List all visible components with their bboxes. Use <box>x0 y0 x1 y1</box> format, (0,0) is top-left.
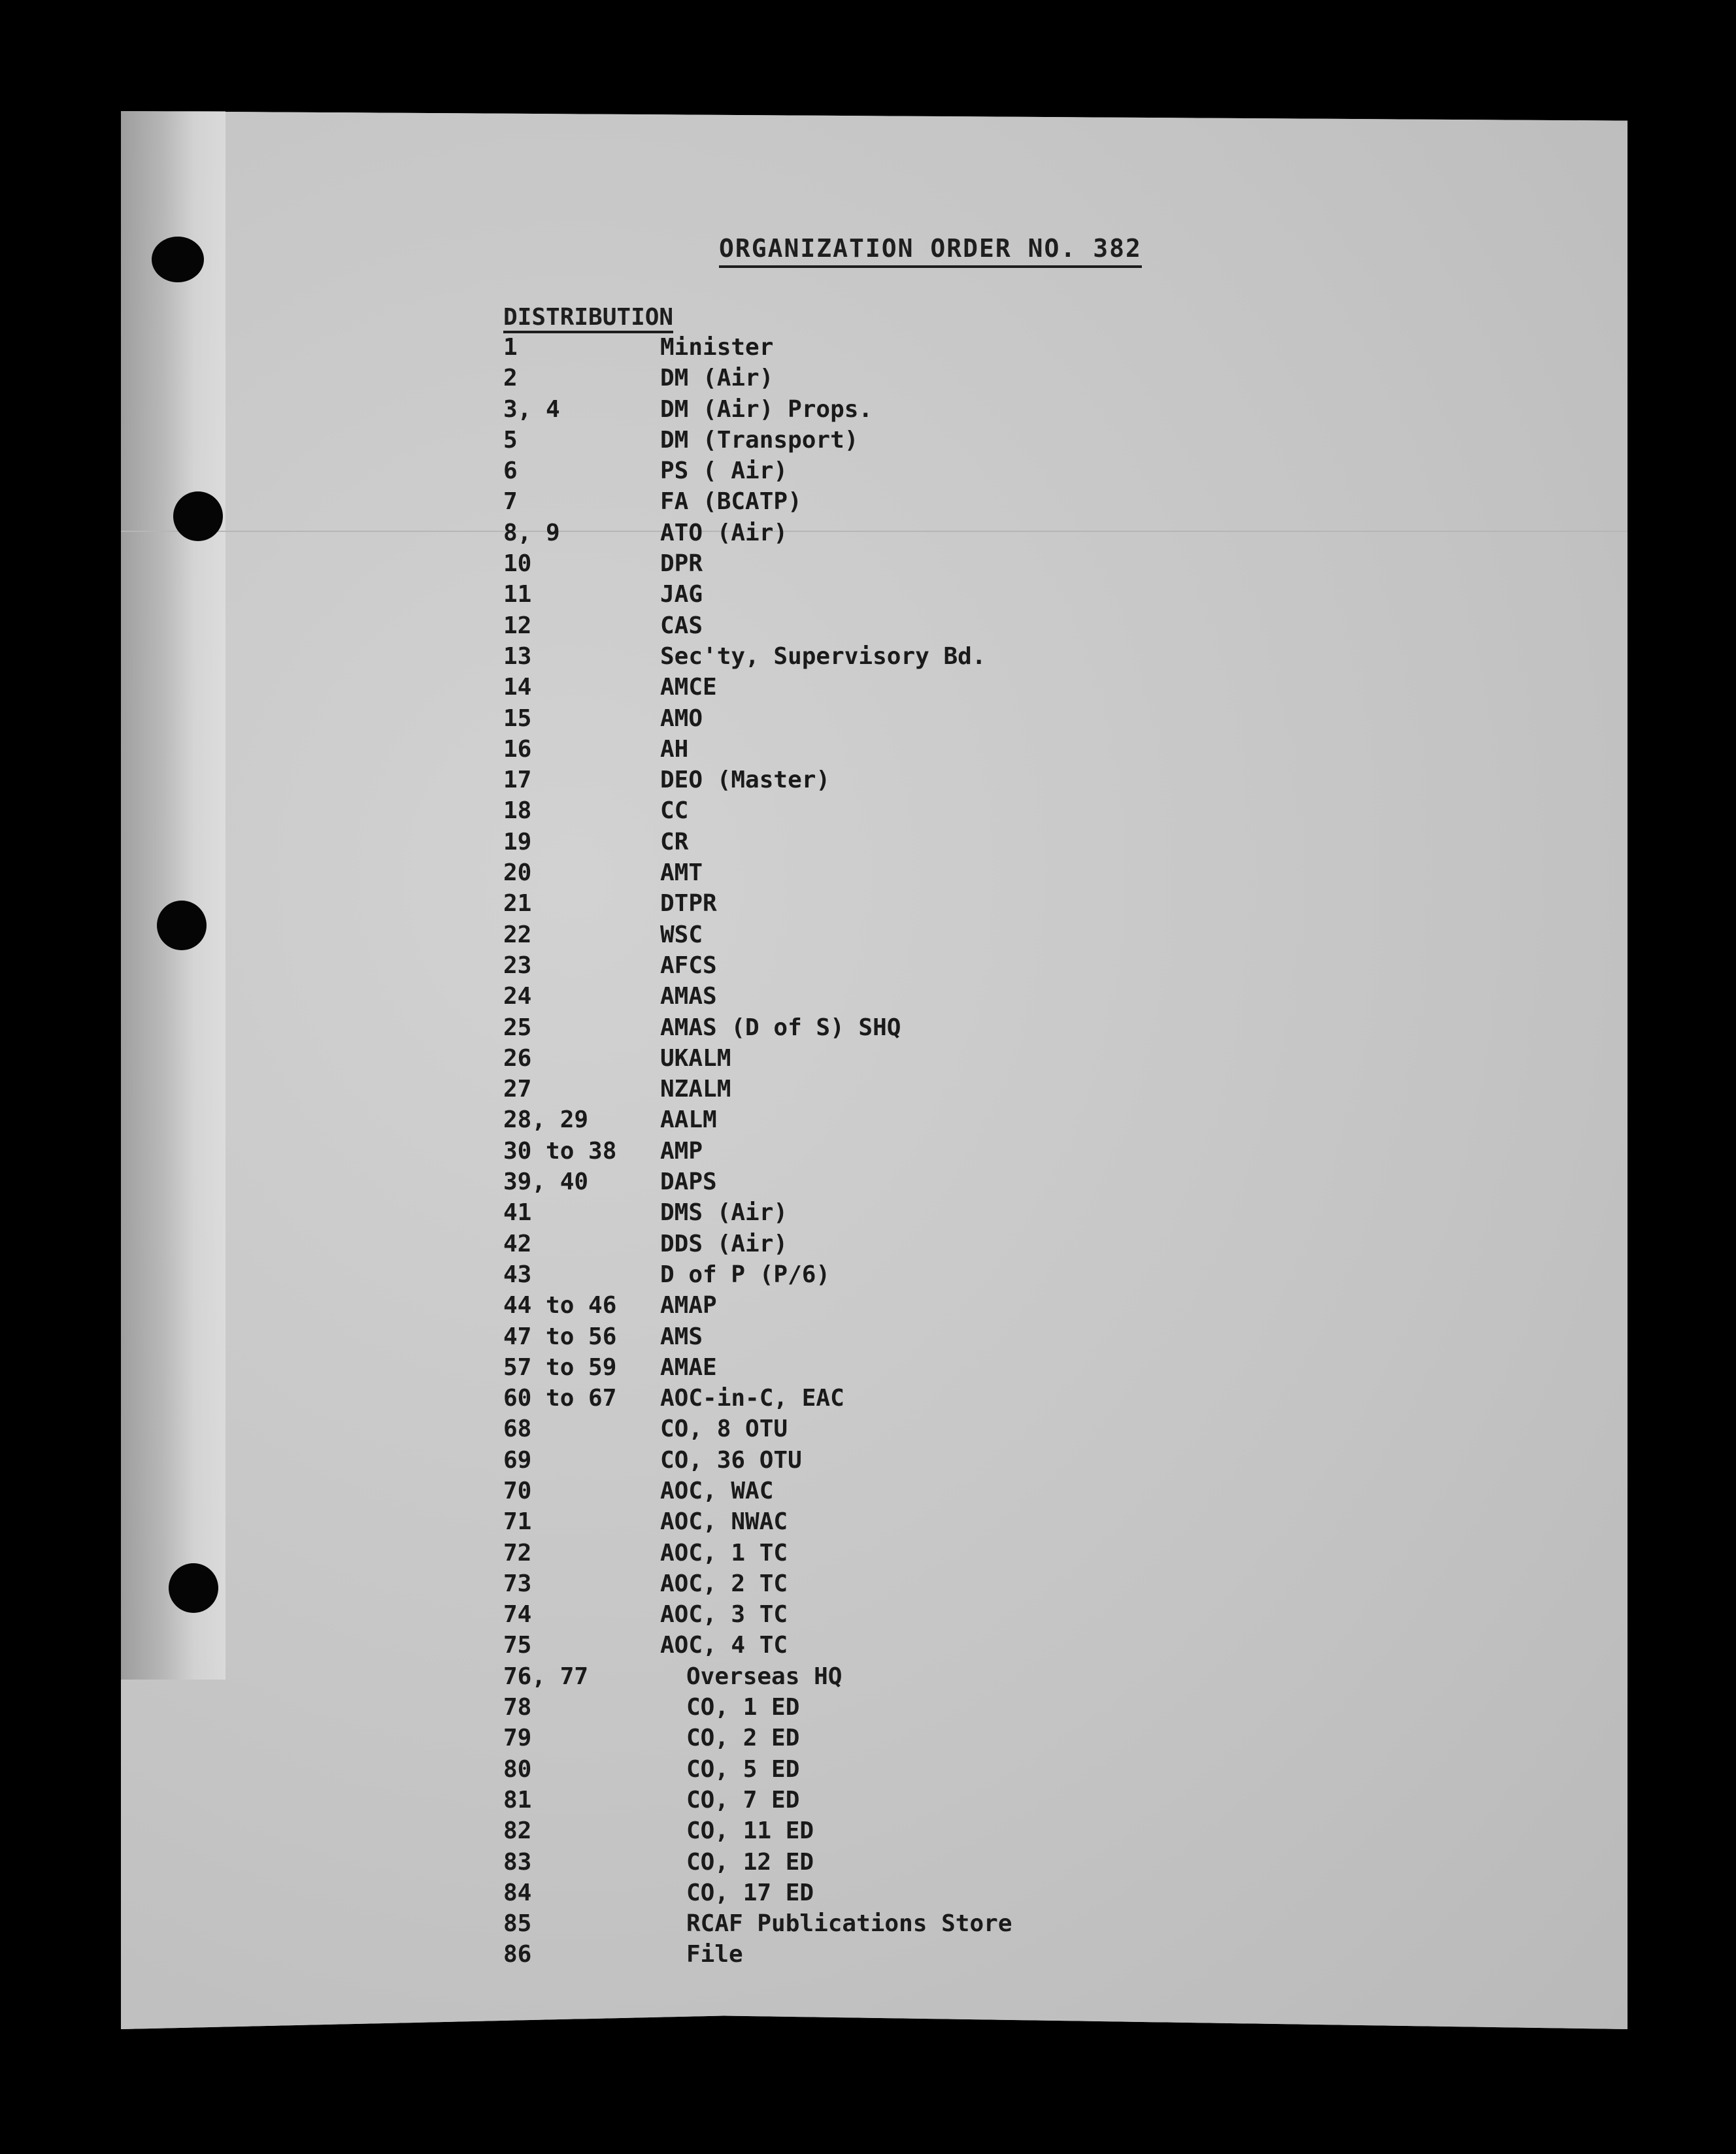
recipient: AH <box>660 735 689 763</box>
recipient: File <box>686 1941 743 1968</box>
copy-number: 76, 77 <box>503 1663 589 1690</box>
copy-number: 47 to 56 <box>503 1323 617 1350</box>
recipient: CO, 1 ED <box>686 1694 800 1721</box>
recipient: AOC, WAC <box>660 1477 774 1504</box>
recipient: CO, 11 ED <box>686 1817 814 1845</box>
copy-number: 5 <box>503 426 518 454</box>
punch-hole <box>157 901 207 950</box>
recipient: AOC, NWAC <box>660 1508 788 1536</box>
page-curl-shadow <box>121 111 225 1680</box>
recipient: CO, 12 ED <box>686 1848 814 1876</box>
recipient: AMO <box>660 704 703 732</box>
recipient: AOC, 2 TC <box>660 1570 788 1597</box>
copy-number: 10 <box>503 550 532 578</box>
copy-number: 41 <box>503 1199 532 1227</box>
recipient: DMS (Air) <box>660 1199 788 1227</box>
recipient: AOC, 4 TC <box>660 1632 788 1659</box>
copy-number: 60 to 67 <box>503 1385 617 1412</box>
recipient: Overseas HQ <box>686 1663 843 1690</box>
recipient: DTPR <box>660 890 717 918</box>
copy-number: 20 <box>503 859 532 887</box>
copy-number: 7 <box>503 488 518 516</box>
copy-number: 72 <box>503 1539 532 1566</box>
recipient: CR <box>660 828 689 855</box>
copy-number: 2 <box>503 365 518 392</box>
recipient: DPR <box>660 550 703 578</box>
punch-hole <box>169 1563 218 1613</box>
document-page <box>121 111 1628 2029</box>
recipient: DDS (Air) <box>660 1230 788 1257</box>
recipient: DEO (Master) <box>660 767 831 794</box>
recipient: AMAS (D of S) SHQ <box>660 1014 901 1041</box>
recipient: AMS <box>660 1323 703 1350</box>
recipient: CO, 8 OTU <box>660 1416 788 1443</box>
copy-number: 18 <box>503 797 532 825</box>
copy-number: 25 <box>503 1014 532 1041</box>
recipient: UKALM <box>660 1044 731 1072</box>
copy-number: 79 <box>503 1725 532 1752</box>
copy-number: 86 <box>503 1941 532 1968</box>
copy-number: 26 <box>503 1044 532 1072</box>
copy-number: 81 <box>503 1786 532 1814</box>
copy-number: 74 <box>503 1601 532 1629</box>
punch-hole <box>173 491 223 541</box>
copy-number: 57 to 59 <box>503 1353 617 1381</box>
copy-number: 42 <box>503 1230 532 1257</box>
copy-number: 28, 29 <box>503 1106 589 1134</box>
copy-number: 17 <box>503 767 532 794</box>
copy-number: 23 <box>503 952 532 979</box>
copy-number: 11 <box>503 581 532 608</box>
recipient: AMAE <box>660 1353 717 1381</box>
copy-number: 68 <box>503 1416 532 1443</box>
recipient: FA (BCATP) <box>660 488 802 516</box>
copy-number: 69 <box>503 1446 532 1474</box>
recipient: Minister <box>660 334 774 361</box>
page-fold-line <box>121 531 1628 532</box>
recipient: AMCE <box>660 674 717 701</box>
recipient: CO, 5 ED <box>686 1755 800 1783</box>
recipient: AOC-in-C, EAC <box>660 1385 844 1412</box>
recipient: AMT <box>660 859 703 887</box>
recipient: CO, 2 ED <box>686 1725 800 1752</box>
copy-number: 22 <box>503 921 532 948</box>
copy-number: 39, 40 <box>503 1168 589 1196</box>
copy-number: 44 to 46 <box>503 1292 617 1319</box>
recipient: CAS <box>660 612 703 639</box>
copy-number: 82 <box>503 1817 532 1845</box>
copy-number: 78 <box>503 1694 532 1721</box>
recipient: AOC, 1 TC <box>660 1539 788 1566</box>
recipient: CO, 36 OTU <box>660 1446 802 1474</box>
recipient: DAPS <box>660 1168 717 1196</box>
copy-number: 75 <box>503 1632 532 1659</box>
copy-number: 71 <box>503 1508 532 1536</box>
copy-number: 84 <box>503 1879 532 1906</box>
recipient: DM (Air) <box>660 365 774 392</box>
copy-number: 83 <box>503 1848 532 1876</box>
distribution-heading: DISTRIBUTION <box>503 305 673 333</box>
recipient: CO, 17 ED <box>686 1879 814 1906</box>
recipient: CO, 7 ED <box>686 1786 800 1814</box>
copy-number: 1 <box>503 334 518 361</box>
copy-number: 14 <box>503 674 532 701</box>
copy-number: 85 <box>503 1910 532 1938</box>
recipient: DM (Air) Props. <box>660 395 873 423</box>
copy-number: 12 <box>503 612 532 639</box>
recipient: NZALM <box>660 1076 731 1103</box>
recipient: AMAP <box>660 1292 717 1319</box>
recipient: AOC, 3 TC <box>660 1601 788 1629</box>
copy-number: 13 <box>503 642 532 670</box>
copy-number: 16 <box>503 735 532 763</box>
recipient: AALM <box>660 1106 717 1134</box>
copy-number: 3, 4 <box>503 395 560 423</box>
copy-number: 8, 9 <box>503 519 560 546</box>
recipient: WSC <box>660 921 703 948</box>
copy-number: 27 <box>503 1076 532 1103</box>
copy-number: 6 <box>503 457 518 485</box>
recipient: Sec'ty, Supervisory Bd. <box>660 642 986 670</box>
punch-hole <box>152 237 204 282</box>
copy-number: 21 <box>503 890 532 918</box>
recipient: ATO (Air) <box>660 519 788 546</box>
recipient: RCAF Publications Store <box>686 1910 1012 1938</box>
recipient: CC <box>660 797 689 825</box>
recipient: AMP <box>660 1137 703 1165</box>
recipient: AFCS <box>660 952 717 979</box>
copy-number: 70 <box>503 1477 532 1504</box>
copy-number: 73 <box>503 1570 532 1597</box>
recipient: D of P (P/6) <box>660 1261 831 1288</box>
copy-number: 80 <box>503 1755 532 1783</box>
recipient: JAG <box>660 581 703 608</box>
recipient: PS ( Air) <box>660 457 788 485</box>
document-title: ORGANIZATION ORDER NO. 382 <box>719 234 1142 268</box>
copy-number: 30 to 38 <box>503 1137 617 1165</box>
recipient: DM (Transport) <box>660 426 859 454</box>
copy-number: 15 <box>503 704 532 732</box>
copy-number: 24 <box>503 983 532 1010</box>
copy-number: 43 <box>503 1261 532 1288</box>
recipient: AMAS <box>660 983 717 1010</box>
copy-number: 19 <box>503 828 532 855</box>
